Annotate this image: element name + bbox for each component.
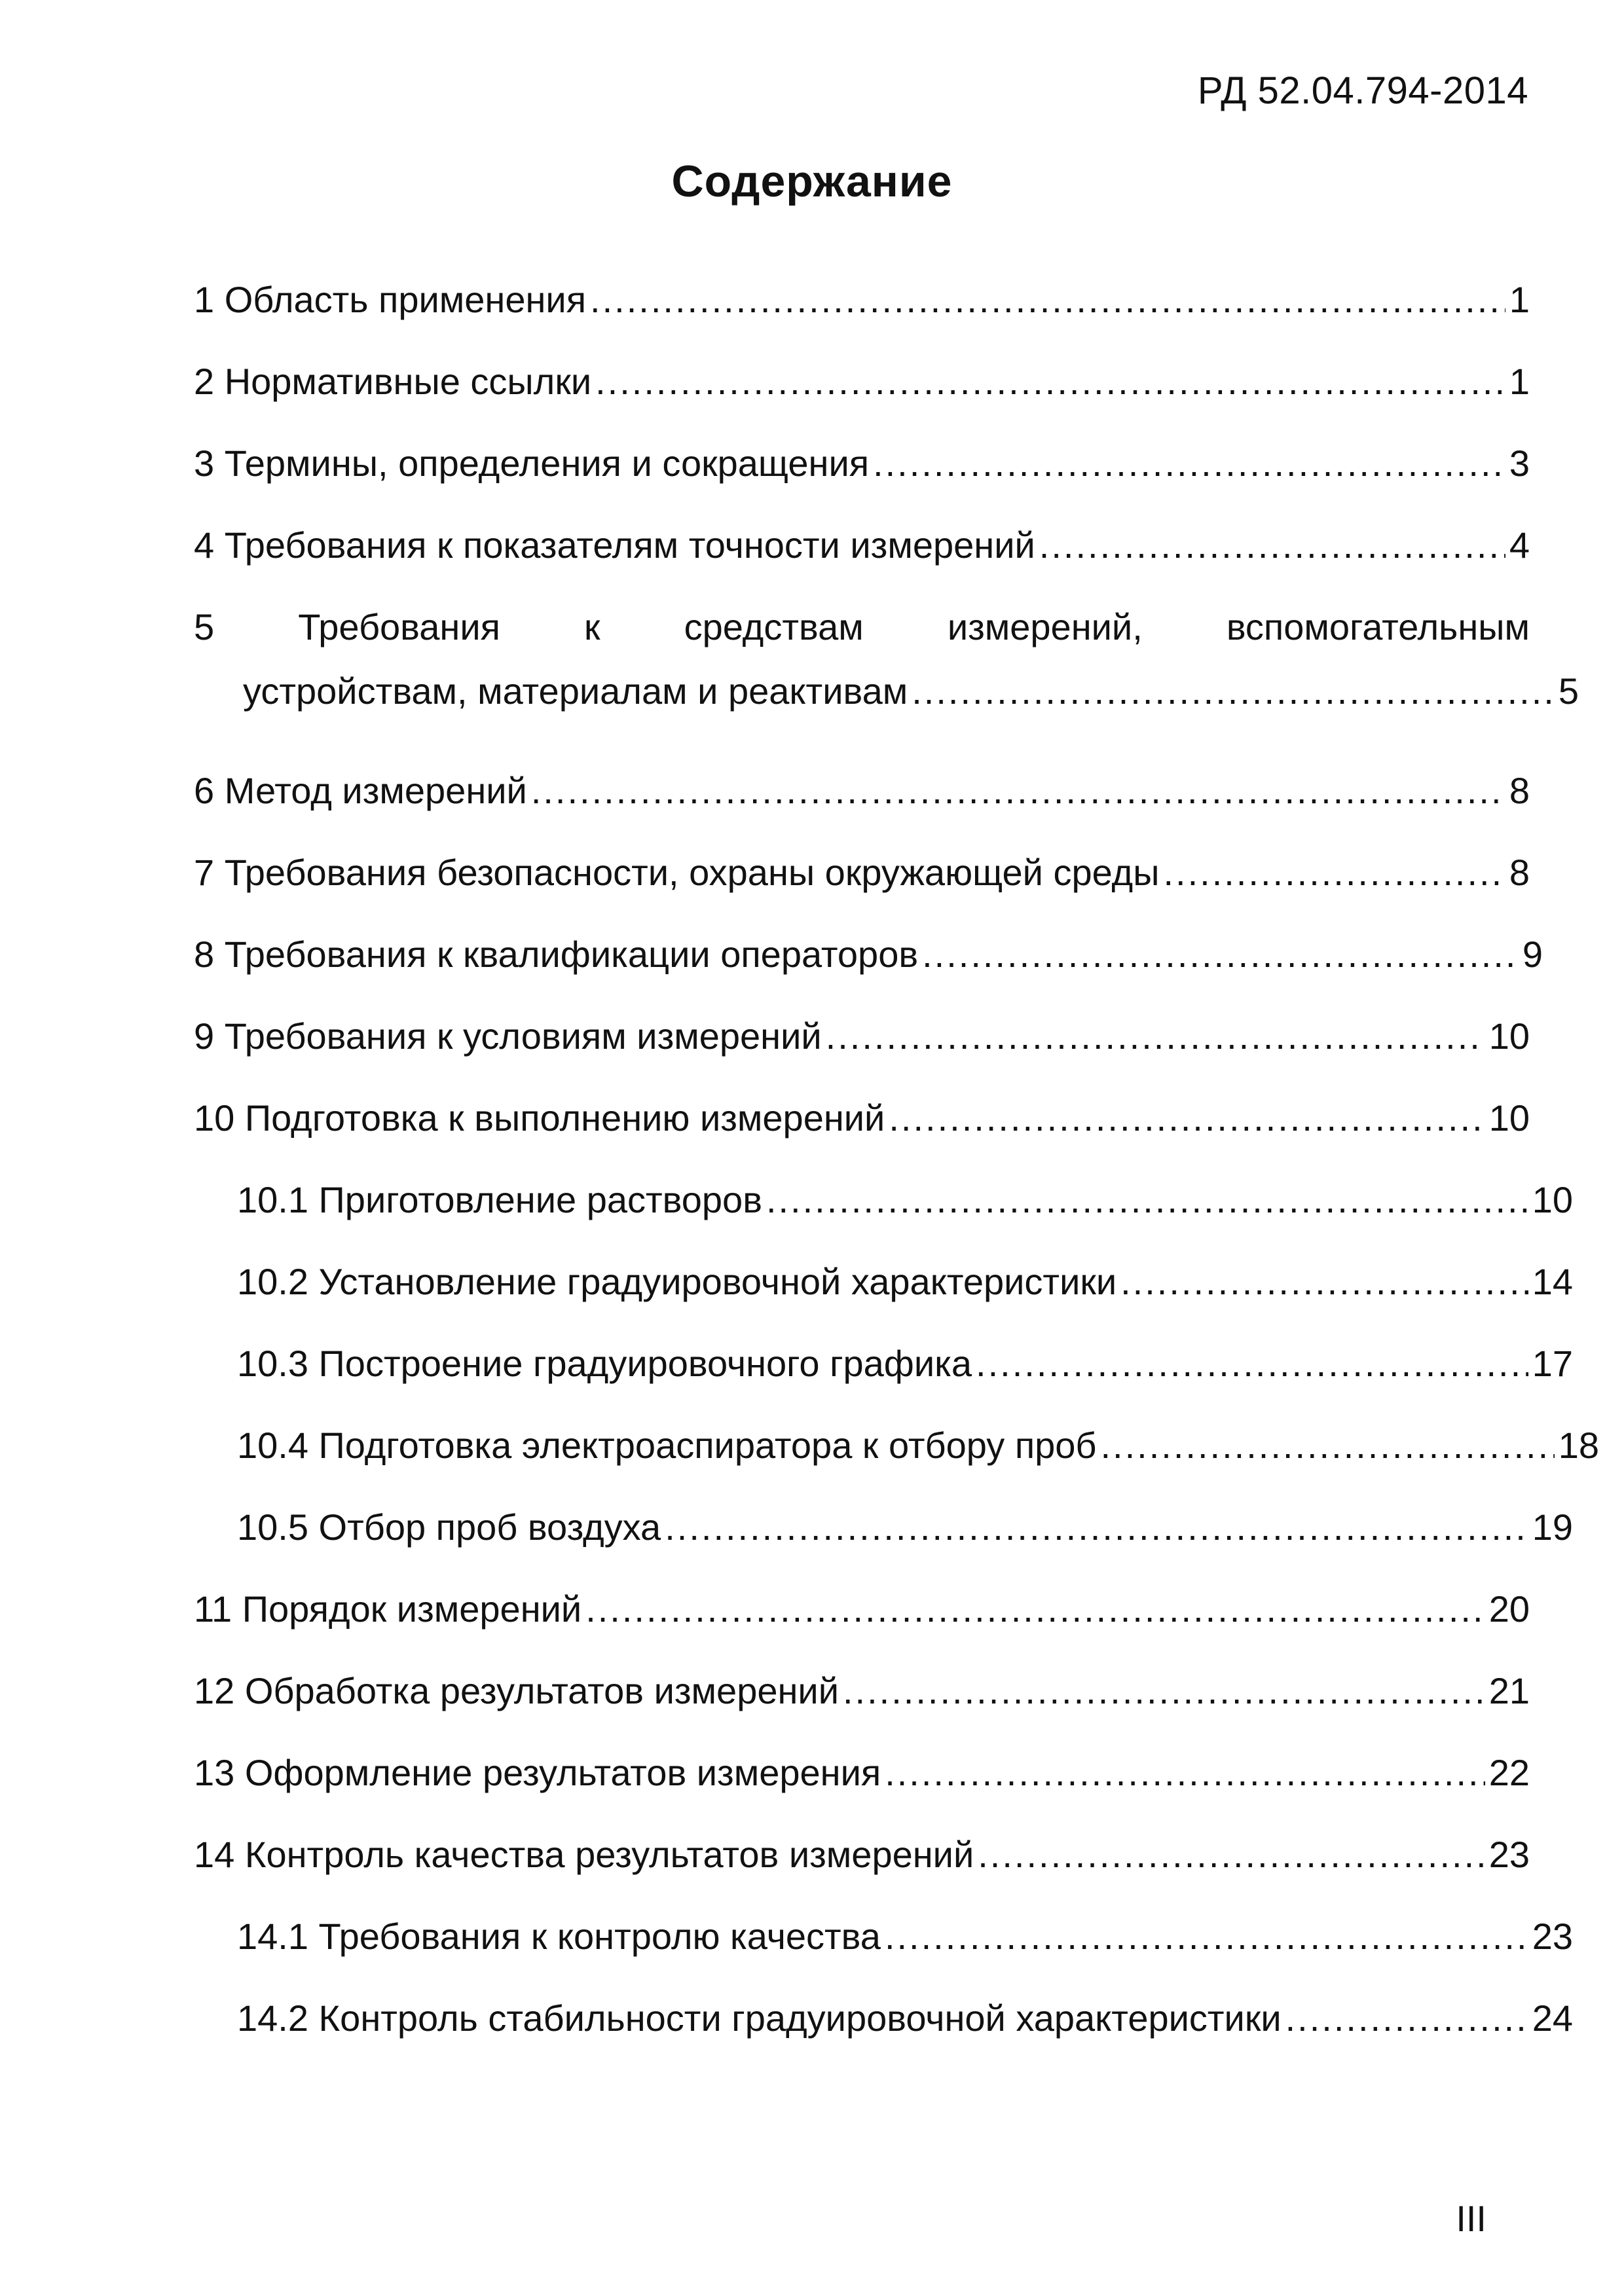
toc-entry-page: 4 (1509, 524, 1530, 566)
toc-leader-dots (1101, 1427, 1555, 1464)
toc-leader-dots (889, 1100, 1485, 1137)
toc-entry-page: 17 (1532, 1343, 1573, 1384)
toc-entry-text: 13 Оформление результатов измерения (194, 1752, 881, 1793)
toc-entry-text: 14.1 Требования к контролю качества (237, 1916, 881, 1957)
toc-word: измерений, (947, 606, 1143, 647)
table-of-contents (194, 279, 1599, 2082)
toc-entry-page: 10 (1488, 1097, 1530, 1139)
toc-entry-12[interactable] (194, 1670, 1530, 1755)
toc-leader-dots (585, 1591, 1485, 1628)
toc-entry-text: 3 Термины, определения и сокращения (194, 443, 870, 484)
toc-entry-14-2[interactable] (194, 1997, 1573, 2082)
toc-word: вспомогательным (1226, 606, 1530, 647)
toc-entry-text: 12 Обработка результатов измерений (194, 1670, 839, 1711)
toc-entry-10-1[interactable] (194, 1179, 1573, 1264)
toc-entry-page: 8 (1509, 852, 1530, 893)
document-code: РД 52.04.794-2014 (1197, 69, 1528, 112)
toc-entry-page: 10 (1532, 1179, 1573, 1220)
toc-word: Требования (298, 606, 500, 647)
toc-entry-text: 7 Требования безопасности, охраны окружающей среды (194, 852, 1160, 893)
toc-entry-14-1[interactable] (194, 1916, 1573, 2000)
toc-entry-page: 22 (1488, 1752, 1530, 1793)
toc-entry-10-3[interactable] (194, 1343, 1573, 1427)
toc-entry-10-2[interactable] (194, 1261, 1573, 1345)
toc-entry-8[interactable] (194, 934, 1543, 1018)
toc-entry-page: 8 (1509, 770, 1530, 811)
toc-entry-page: 20 (1488, 1588, 1530, 1630)
toc-leader-dots (766, 1182, 1528, 1218)
toc-leader-dots (1120, 1264, 1528, 1300)
page-number: III (1456, 2198, 1486, 2239)
toc-entry-page: 10 (1488, 1015, 1530, 1057)
toc-entry-text: 10.5 Отбор проб воздуха (237, 1506, 661, 1548)
toc-word: средствам (684, 606, 864, 647)
toc-entry-page: 9 (1522, 934, 1543, 975)
toc-entry-page: 18 (1558, 1425, 1599, 1466)
toc-entry-page: 23 (1532, 1916, 1573, 1957)
toc-leader-dots (885, 1755, 1485, 1791)
toc-leader-dots (976, 1345, 1528, 1382)
page-title: Содержание (671, 156, 953, 206)
toc-leader-dots (922, 936, 1519, 973)
toc-entry-text-line2: устройствам, материалам и реактивам (243, 670, 908, 712)
toc-entry-page: 14 (1532, 1261, 1573, 1302)
toc-entry-page: 5 (1558, 670, 1579, 712)
toc-leader-dots (595, 363, 1505, 400)
toc-entry-3[interactable] (194, 445, 1530, 527)
toc-leader-dots (978, 1836, 1485, 1873)
toc-entry-1[interactable] (194, 279, 1530, 363)
toc-entry-text: 9 Требования к условиям измерений (194, 1015, 822, 1057)
toc-entry-text: 14.2 Контроль стабильности градуировочной характеристики (237, 1997, 1282, 2039)
toc-entry-page: 23 (1488, 1834, 1530, 1875)
toc-entry-text: 8 Требования к квалификации операторов (194, 934, 919, 975)
toc-leader-dots (912, 673, 1555, 710)
toc-entry-page: 1 (1509, 279, 1530, 320)
toc-entry-text: 1 Область применения (194, 279, 587, 320)
toc-entry-page: 21 (1488, 1670, 1530, 1711)
toc-entry-2[interactable] (194, 363, 1530, 445)
toc-entry-page: 19 (1532, 1506, 1573, 1548)
toc-leader-dots (826, 1018, 1485, 1055)
toc-entry-text: 6 Метод измерений (194, 770, 527, 811)
toc-entry-text: 10.3 Построение градуировочного графика (237, 1343, 972, 1384)
toc-entry-text: 4 Требования к показателям точности измерений (194, 524, 1035, 566)
toc-entry-10-4[interactable] (194, 1425, 1599, 1509)
toc-entry-text: 10.4 Подготовка электроаспиратора к отбору проб (237, 1425, 1097, 1466)
toc-entry-page: 24 (1532, 1997, 1573, 2039)
toc-entry-text-line1 (194, 606, 1530, 647)
toc-entry-10-5[interactable] (194, 1506, 1573, 1591)
toc-entry-13[interactable] (194, 1752, 1530, 1836)
toc-leader-dots (1163, 854, 1505, 891)
toc-entry-page: 1 (1509, 361, 1530, 402)
toc-leader-dots (843, 1673, 1485, 1709)
toc-entry-text: 10 Подготовка к выполнению измерений (194, 1097, 885, 1139)
toc-leader-dots (873, 445, 1505, 482)
toc-leader-dots (531, 773, 1505, 809)
toc-entry-text: 11 Порядок измерений (194, 1588, 582, 1630)
toc-entry-11[interactable] (194, 1588, 1530, 1673)
toc-leader-dots (885, 1918, 1528, 1955)
toc-entry-text: 10.1 Приготовление растворов (237, 1179, 762, 1220)
toc-entry-text: 2 Нормативные ссылки (194, 361, 592, 402)
toc-entry-14[interactable] (194, 1836, 1530, 1918)
toc-entry-page: 3 (1509, 443, 1530, 484)
toc-entry-5[interactable] (194, 606, 1579, 773)
toc-leader-dots (590, 282, 1505, 318)
toc-leader-dots (1285, 2000, 1528, 2037)
toc-leader-dots (665, 1509, 1528, 1546)
toc-entry-4[interactable] (194, 524, 1530, 609)
toc-entry-text: 14 Контроль качества результатов измерений (194, 1834, 974, 1875)
toc-entry-10[interactable] (194, 1097, 1530, 1182)
toc-entry-6[interactable] (194, 770, 1530, 854)
toc-word: 5 (194, 606, 215, 647)
toc-entry-text: 10.2 Установление градуировочной характеристики (237, 1261, 1117, 1302)
toc-entry-7[interactable] (194, 854, 1530, 936)
toc-leader-dots (1039, 527, 1505, 564)
toc-entry-9[interactable] (194, 1015, 1530, 1100)
toc-word: к (584, 606, 600, 647)
